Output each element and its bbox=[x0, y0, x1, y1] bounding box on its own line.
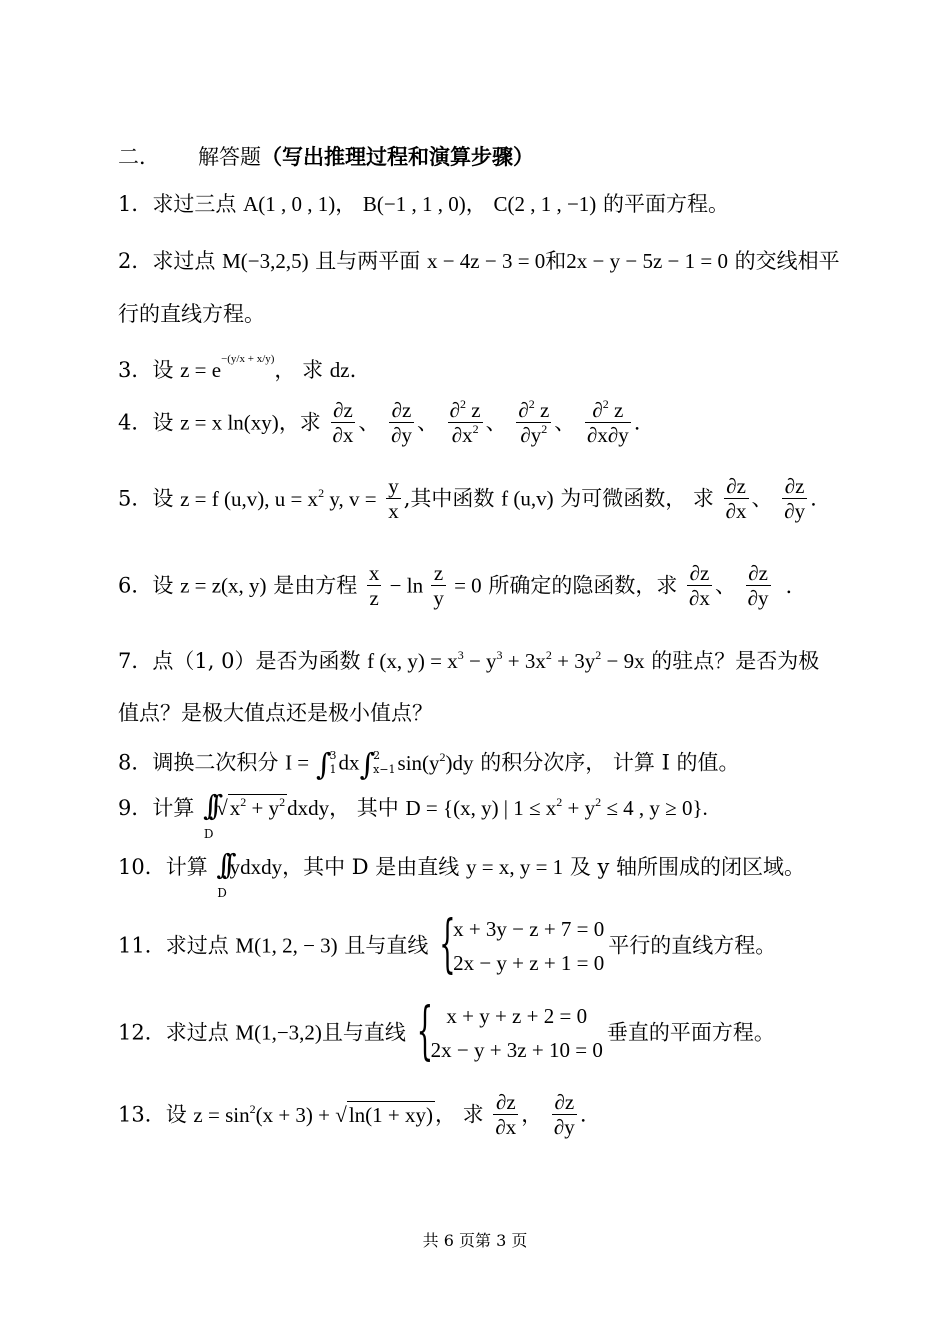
problem-number: 4． bbox=[118, 410, 153, 435]
point-m: M(1,−3,2) bbox=[235, 1020, 322, 1045]
section-number: 二． bbox=[118, 145, 160, 169]
problem-text: 设 bbox=[165, 1102, 194, 1127]
square-root: $√x^2 + y^2$ bbox=[216, 795, 286, 820]
problem-text: 设 bbox=[152, 410, 181, 435]
problem-7-cont bbox=[118, 703, 870, 724]
problem-1 bbox=[118, 194, 870, 215]
formula-part: z = sin bbox=[193, 1102, 250, 1127]
section-header bbox=[118, 146, 870, 168]
page-footer: 共 6 页第 3 页 bbox=[422, 1231, 528, 1250]
separator: ， bbox=[521, 1102, 549, 1127]
problem-text: 求过点 bbox=[152, 249, 223, 273]
formula-z: z = z(x, y) bbox=[180, 573, 267, 598]
problem-text: 设 bbox=[152, 358, 181, 382]
problem-text: ， bbox=[335, 192, 363, 216]
problem-13 bbox=[118, 1092, 870, 1138]
equation-row: x + y + z + 2 = 0 bbox=[446, 1004, 588, 1028]
formula-part: (x + 3) + bbox=[255, 1102, 336, 1127]
problem-text: ， bbox=[465, 192, 494, 216]
formula-part: z = f (u,v), u = x bbox=[180, 486, 319, 511]
formula-z: z = e bbox=[180, 358, 222, 382]
domain-d: D = {(x, y) | $1 \le x^2 + y^2 \le 4$ , y ≥ 0}. bbox=[405, 795, 708, 820]
partial-fraction: $\frac{\partial^2 z}{\partial x^2}$ bbox=[449, 397, 481, 447]
problem-7 bbox=[118, 648, 870, 673]
problem-text: 计算 bbox=[165, 855, 215, 879]
period: . bbox=[785, 573, 793, 598]
plane-equation-2: 2x − y − 5z − 1 = 0 bbox=[566, 249, 728, 273]
problem-text: 的积分次序， 计算 I 的值。 bbox=[473, 750, 740, 775]
partial-fraction: $\frac{\partial^2 z}{\partial x\partial y}$ bbox=[586, 397, 629, 447]
integrand: $\sin(y^2)dy$ bbox=[397, 749, 474, 775]
formula-part: f (x, y) = x bbox=[367, 649, 458, 673]
problem-text: . bbox=[349, 358, 357, 382]
problem-text: 求过点 bbox=[165, 933, 236, 958]
period: . bbox=[579, 1102, 587, 1127]
problem-text: 点（1, 0）是否为函数 bbox=[152, 649, 368, 673]
problem-text: 是由方程 bbox=[266, 573, 364, 598]
point-m: M(1, 2, − 3) bbox=[235, 933, 338, 958]
formula-z: z = x ln(xy) bbox=[180, 410, 279, 435]
problem-text: 行的直线方程。 bbox=[118, 302, 265, 326]
problem-text: 为可微函数， 求 bbox=[553, 486, 721, 511]
formula-part: + y bbox=[246, 796, 280, 820]
formula-part: ln(1 + xy) bbox=[348, 1102, 433, 1127]
problem-text: 设 bbox=[152, 573, 181, 598]
problem-text: 垂直的平面方程。 bbox=[606, 1020, 775, 1045]
plane-equation-1: x − 4z − 3 = 0 bbox=[426, 249, 546, 273]
problem-text: 值点？是极大值点还是极小值点？ bbox=[118, 701, 433, 725]
formula-part: + y bbox=[562, 796, 596, 820]
partial-fraction: $\frac{\partial z}{\partial x}$ bbox=[495, 1090, 517, 1139]
formula-part: = 0 bbox=[448, 573, 482, 598]
formula-z: z = f (u,v), $u = x^2$ y, v = bbox=[180, 485, 377, 511]
problem-9 bbox=[118, 789, 870, 841]
formula-part: ≤ 4 , y ≥ 0}. bbox=[601, 796, 708, 820]
problem-2-cont bbox=[118, 304, 870, 325]
partial-fraction: $\frac{\partial z}{\partial x}$ bbox=[689, 561, 710, 610]
equation-system: { x + y + z + 2 = 0 2x − y + 3z + 10 = 0 bbox=[416, 997, 603, 1069]
problem-text: ，其中 D 是由直线 bbox=[282, 855, 466, 879]
problem-text: 的平面方程。 bbox=[596, 192, 729, 216]
problem-number: 9． bbox=[118, 796, 153, 820]
fraction-y-over-x: $\frac{y}{x}$ bbox=[388, 474, 399, 523]
formula-part: + 3y bbox=[551, 649, 596, 673]
point-m: M(−3,2,5) bbox=[222, 249, 309, 273]
separator: 、 bbox=[714, 573, 736, 598]
problem-number: 11． bbox=[118, 933, 166, 958]
problem-number: 10． bbox=[118, 855, 166, 879]
problem-number: 5． bbox=[118, 486, 153, 511]
problem-text: 求过点 bbox=[165, 1020, 236, 1045]
square-root: √ln(1 + xy) bbox=[335, 1102, 433, 1127]
problem-number: 2． bbox=[118, 249, 153, 273]
problem-number: 12． bbox=[118, 1020, 166, 1045]
partial-fraction: $\frac{\partial z}{\partial x}$ bbox=[332, 398, 354, 447]
period: . bbox=[810, 486, 817, 511]
formula-part: − 9x bbox=[601, 649, 645, 673]
equation-row: 2x − y + 3z + 10 = 0 bbox=[430, 1038, 603, 1062]
formula-part: + 3x bbox=[502, 649, 546, 673]
problem-5 bbox=[118, 476, 870, 522]
integral-limits: 3 1 bbox=[329, 749, 337, 776]
problem-number: 1． bbox=[118, 192, 153, 216]
problem-text: 设 bbox=[152, 486, 181, 511]
point-b: B(−1 , 1 , 0) bbox=[362, 192, 466, 216]
problem-6 bbox=[118, 563, 870, 609]
separator: 、 bbox=[751, 486, 773, 511]
formula-part: y, v = bbox=[329, 486, 377, 511]
formula-part: dx bbox=[338, 750, 360, 775]
problem-text: 所确定的隐函数，求 bbox=[481, 573, 685, 598]
problem-text: 的交线相平 bbox=[728, 249, 840, 273]
problem-text: 调换二次积分 bbox=[152, 750, 286, 775]
problem-text: ， 其中 bbox=[329, 796, 406, 820]
formula-part: − ln bbox=[384, 573, 429, 598]
equation-row: 2x − y + z + 1 = 0 bbox=[453, 951, 605, 975]
problem-12 bbox=[118, 999, 870, 1067]
integral-limits: 2 x−1 bbox=[373, 749, 396, 776]
formula-f: f (u,v) bbox=[501, 486, 554, 511]
fraction-x-over-z: $\frac{x}{z}$ bbox=[368, 561, 380, 610]
separator: 、 bbox=[358, 410, 380, 435]
partial-fraction: $\frac{\partial z}{\partial y}$ bbox=[784, 474, 806, 523]
formula-dz: dz bbox=[329, 358, 350, 382]
problem-8 bbox=[118, 747, 870, 783]
fraction-z-over-y: $\frac{z}{y}$ bbox=[433, 561, 444, 610]
equation-system: { x + 3y − z + 7 = 0 2x − y + z + 1 = 0 bbox=[439, 910, 605, 982]
partial-fraction: $\frac{\partial z}{\partial y}$ bbox=[747, 561, 769, 610]
problem-number: 6． bbox=[118, 573, 153, 598]
function-f: f (x, $y) = x^3 - y^3 + 3x^2 + 3y^2 - 9x$ bbox=[367, 648, 645, 673]
problem-number: 8． bbox=[118, 750, 153, 775]
problem-10 bbox=[118, 848, 870, 900]
formula-part: x bbox=[229, 796, 241, 820]
problem-text: ,其中函数 bbox=[403, 486, 502, 511]
problem-number: 7． bbox=[118, 649, 153, 673]
partial-fraction: $\frac{\partial^2 z}{\partial y^2}$ bbox=[518, 397, 550, 447]
equation-row: x + 3y − z + 7 = 0 bbox=[453, 917, 605, 941]
formula-part: dxdy bbox=[287, 796, 330, 820]
problem-text: ， 求 bbox=[434, 1102, 491, 1127]
formula-i: I = bbox=[285, 750, 310, 775]
problem-text: 且与直线 bbox=[337, 933, 429, 958]
partial-fraction: $\frac{\partial z}{\partial y}$ bbox=[391, 398, 412, 447]
integral-sign: ∫ bbox=[359, 747, 376, 783]
problem-text: 计算 bbox=[152, 796, 202, 820]
problem-text: ，求 bbox=[278, 410, 328, 435]
problem-text: 求过三点 bbox=[152, 192, 244, 216]
partial-fraction: $\frac{\partial z}{\partial y}$ bbox=[553, 1090, 575, 1139]
period: . bbox=[633, 410, 641, 435]
problem-text: 平行的直线方程。 bbox=[608, 933, 777, 958]
problem-3 bbox=[118, 353, 870, 382]
problem-4 bbox=[118, 397, 870, 447]
double-integral: ∫∫ D bbox=[203, 789, 215, 841]
problem-11 bbox=[118, 912, 870, 980]
formula-part: − y bbox=[463, 649, 497, 673]
problem-text: 及 y 轴所围成的闭区域。 bbox=[563, 855, 806, 879]
partial-fraction: $\frac{\partial z}{\partial x}$ bbox=[725, 474, 747, 523]
point-a: A(1 , 0 , 1) bbox=[243, 192, 336, 216]
exponent: −(y/x + x/y) bbox=[221, 353, 275, 365]
problem-2 bbox=[118, 251, 870, 272]
problem-number: 13． bbox=[118, 1102, 166, 1127]
formula-part: ydxdy bbox=[229, 855, 283, 879]
formula-part: y = x, y = 1 bbox=[465, 855, 564, 879]
problem-text: 且与两平面 bbox=[308, 249, 427, 273]
problem-text: 的驻点？是否为极 bbox=[644, 649, 820, 673]
separator: 、 bbox=[485, 410, 507, 435]
problem-text: 和 bbox=[545, 249, 567, 273]
separator: 、 bbox=[416, 410, 438, 435]
separator: 、 bbox=[554, 410, 576, 435]
formula-z: $z = \sin^2(x + 3) + √\ln(1 + xy)$ bbox=[193, 1101, 433, 1127]
problem-number: 3． bbox=[118, 358, 153, 382]
double-integral: ∫∫ D bbox=[216, 848, 228, 900]
integral-sign: ∫ bbox=[315, 747, 332, 783]
point-c: C(2 , 1 , −1) bbox=[493, 192, 597, 216]
formula-part: sin(y bbox=[397, 750, 440, 775]
formula-part: D = {(x, y) | 1 ≤ x bbox=[405, 796, 557, 820]
problem-text: 且与直线 bbox=[321, 1020, 406, 1045]
formula-part: )dy bbox=[445, 750, 474, 775]
section-title: 解答题 bbox=[198, 145, 261, 169]
problem-text: ， 求 bbox=[274, 358, 330, 382]
section-subtitle: （写出推理过程和演算步骤） bbox=[261, 144, 534, 169]
